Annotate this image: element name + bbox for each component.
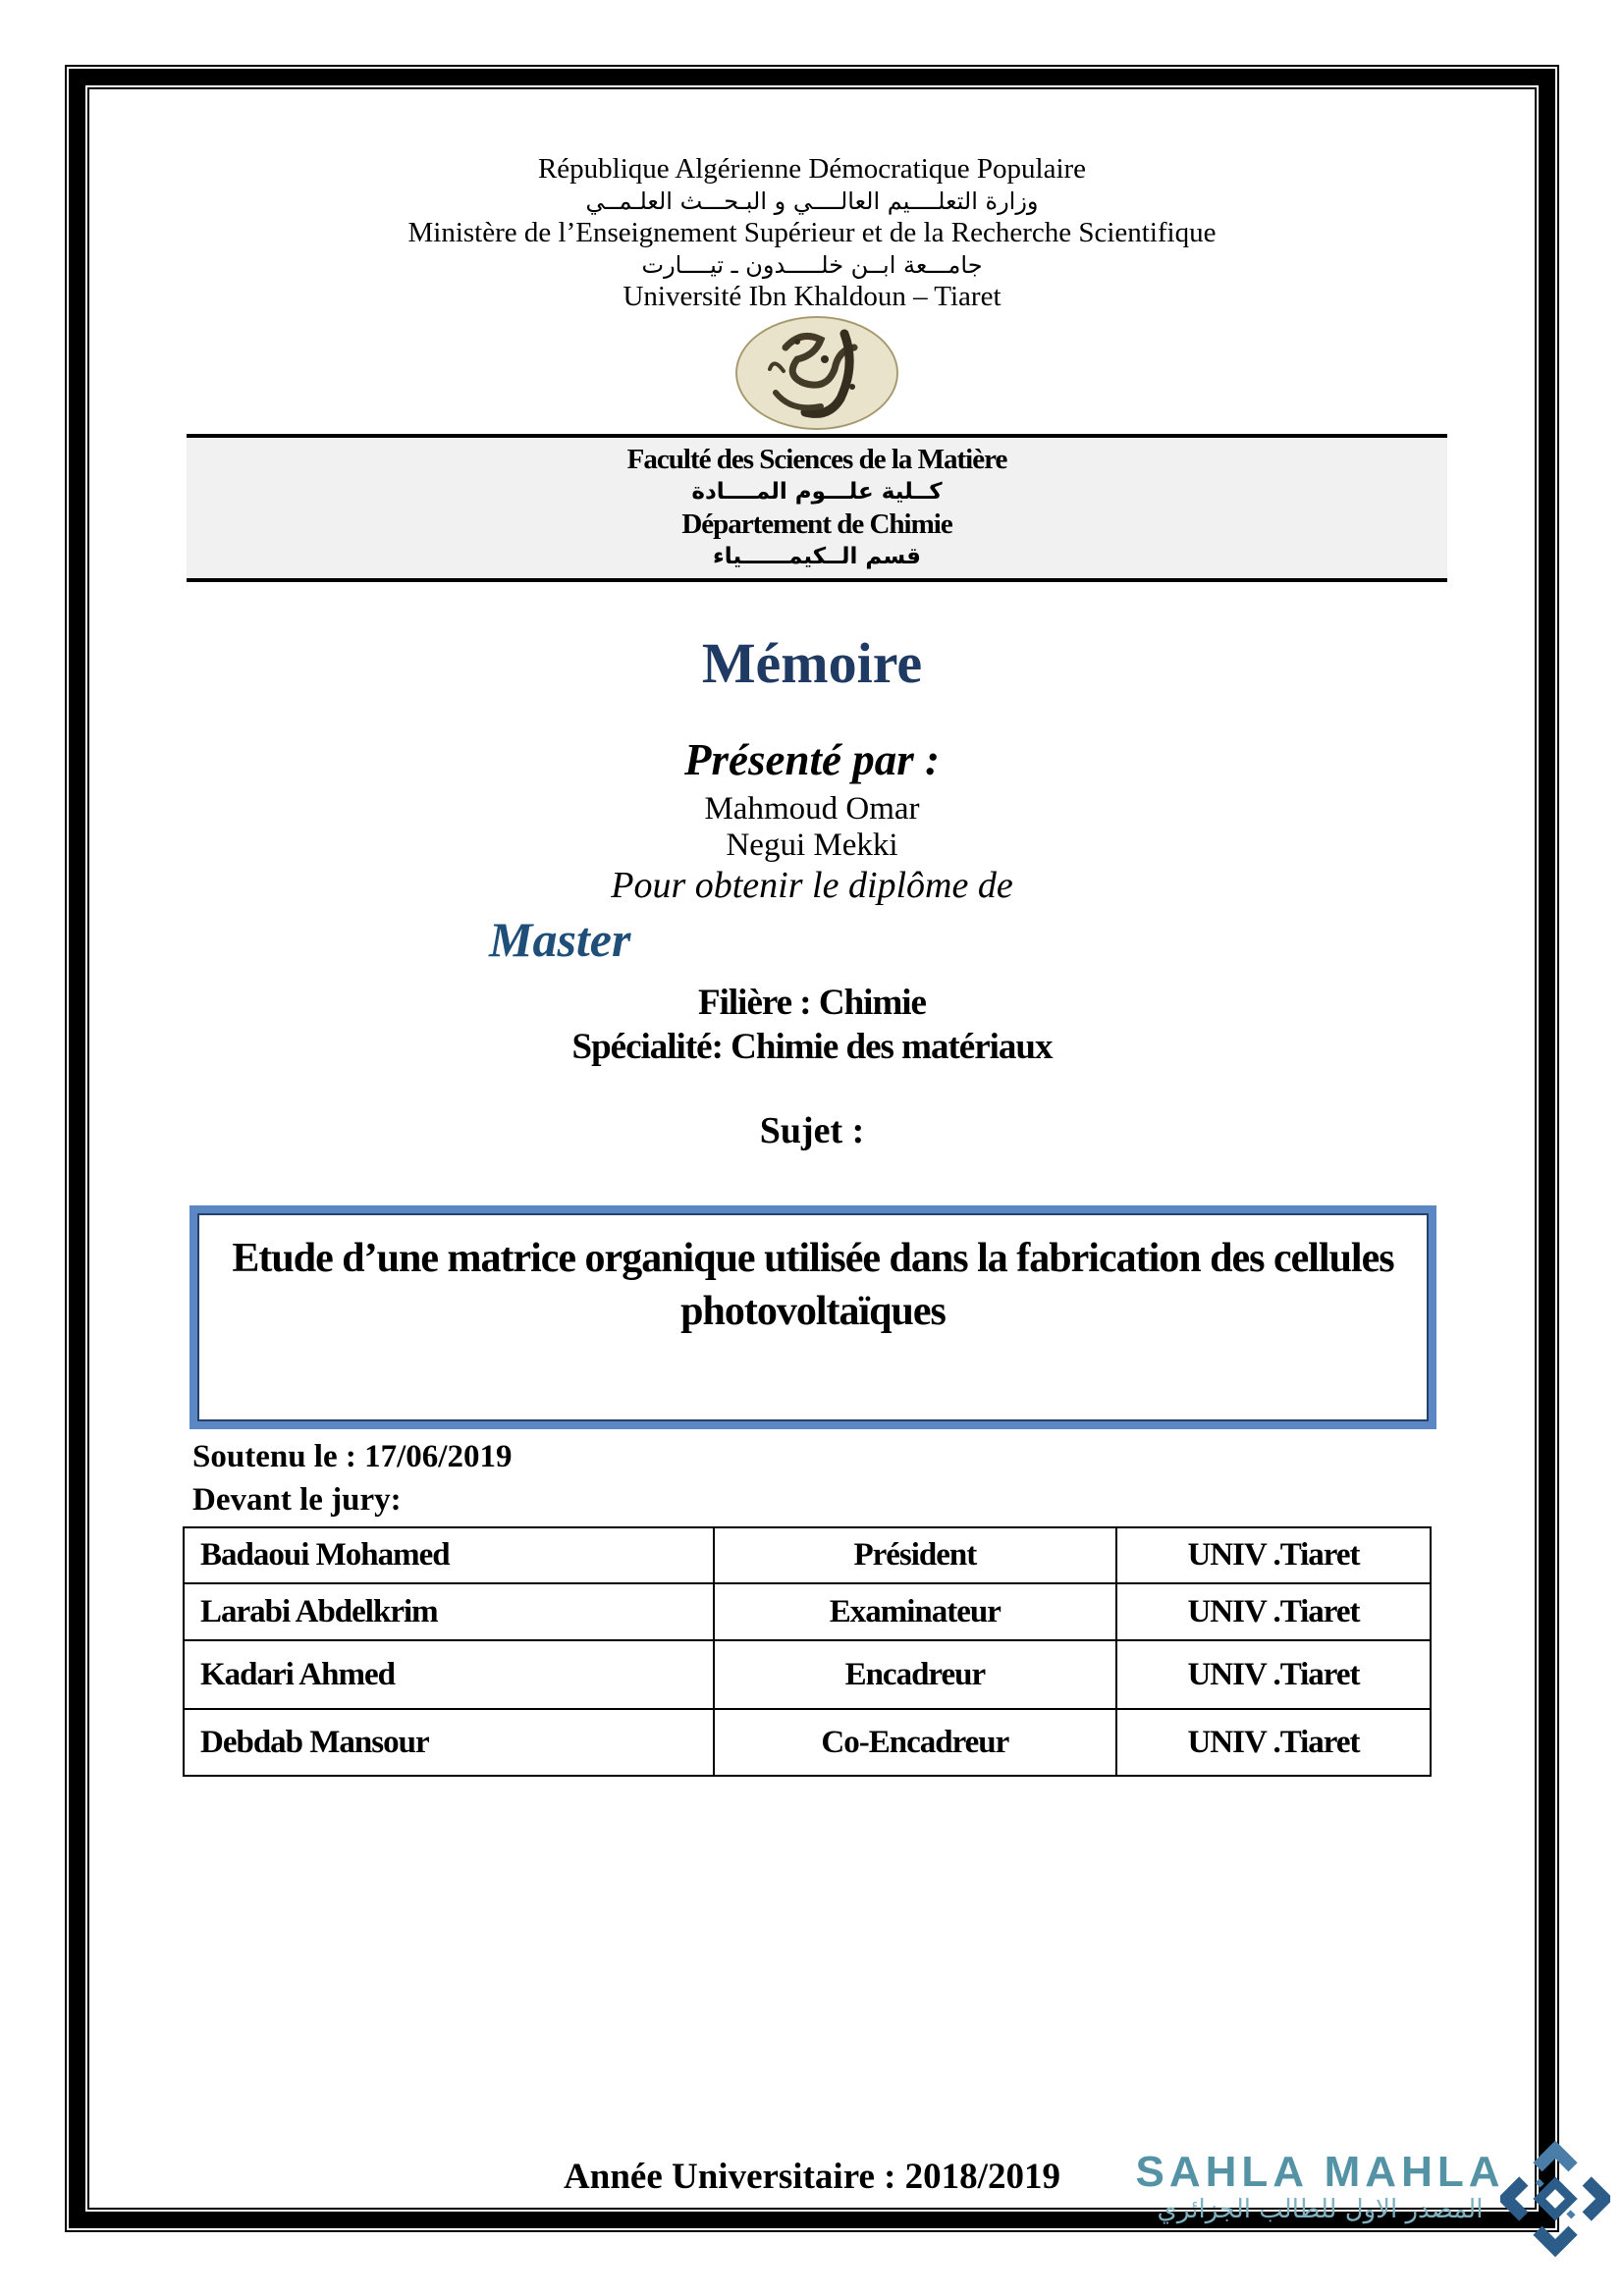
subject-title: Etude d’une matrice organique utilisée dans la fabrication des cellules photovoltaïques — [232, 1236, 1394, 1334]
filiere-line: Filière : Chimie — [698, 983, 926, 1023]
author-name: Mahmoud Omar — [704, 791, 920, 827]
jury-row — [184, 1583, 1431, 1640]
presented-by-label: Présenté par : — [684, 735, 940, 784]
jury-member-name: Debdab Mansour — [184, 1709, 714, 1776]
degree-title: Master — [489, 912, 631, 967]
jury-member-affiliation: UNIV .Tiaret — [1116, 1709, 1431, 1776]
jury-member-name: Larabi Abdelkrim — [184, 1583, 714, 1640]
specialite-line: Spécialité: Chimie des matériaux — [571, 1027, 1053, 1067]
jury-table — [183, 1526, 1432, 1777]
ministry-line: Ministère de l’Enseignement Supérieur et de la Recherche Scientifique — [407, 217, 1217, 248]
jury-member-role: Examinateur — [714, 1583, 1116, 1640]
faculty-name: Faculté des Sciences de la Matière — [626, 444, 1007, 475]
academic-year: Année Universitaire : 2018/2019 — [564, 2157, 1060, 2197]
defense-date: Soutenu le : 17/06/2019 — [192, 1439, 513, 1474]
department-name: Département de Chimie — [681, 508, 952, 540]
faculty-name-arabic: كــلية علـــوم المــــادة — [691, 479, 943, 505]
jury-member-role: Encadreur — [714, 1640, 1116, 1709]
document-title: Mémoire — [701, 631, 923, 695]
jury-member-affiliation: UNIV .Tiaret — [1116, 1583, 1431, 1640]
subject-label: Sujet : — [759, 1110, 865, 1151]
department-name-arabic: قسم الــكيمــــــياء — [713, 544, 921, 569]
university-line-arabic: جامـــعة ابــن خلـــــدون ـ تيــــارت — [641, 251, 983, 279]
jury-row — [184, 1527, 1431, 1583]
jury-member-name: Badaoui Mohamed — [184, 1527, 714, 1583]
jury-member-role: Président — [714, 1527, 1116, 1583]
jury-label: Devant le jury: — [192, 1482, 402, 1518]
university-seal-icon — [734, 314, 899, 432]
author-name: Negui Mekki — [726, 828, 898, 863]
faculty-band — [187, 434, 1447, 582]
jury-member-role: Co-Encadreur — [714, 1709, 1116, 1776]
subject-title-box — [189, 1205, 1436, 1429]
university-line: Université Ibn Khaldoun – Tiaret — [623, 281, 1001, 312]
jury-member-name: Kadari Ahmed — [184, 1640, 714, 1709]
watermark-tagline-arabic: المصدر الاول للطالب الجزائري — [1157, 2195, 1484, 2224]
jury-member-affiliation: UNIV .Tiaret — [1116, 1527, 1431, 1583]
sahla-mahla-logo-icon — [1500, 2132, 1610, 2266]
diploma-line: Pour obtenir le diplôme de — [611, 865, 1013, 906]
watermark-brand: SAHLA MAHLA — [1135, 2148, 1505, 2196]
jury-row — [184, 1709, 1431, 1776]
republic-line: République Algérienne Démocratique Populaire — [537, 153, 1087, 185]
jury-member-affiliation: UNIV .Tiaret — [1116, 1640, 1431, 1709]
ministry-line-arabic: وزارة التعلــــيم العالــــي و البـحـــث العلـمــي — [585, 187, 1039, 215]
header-block — [0, 153, 1624, 313]
jury-row — [184, 1640, 1431, 1709]
